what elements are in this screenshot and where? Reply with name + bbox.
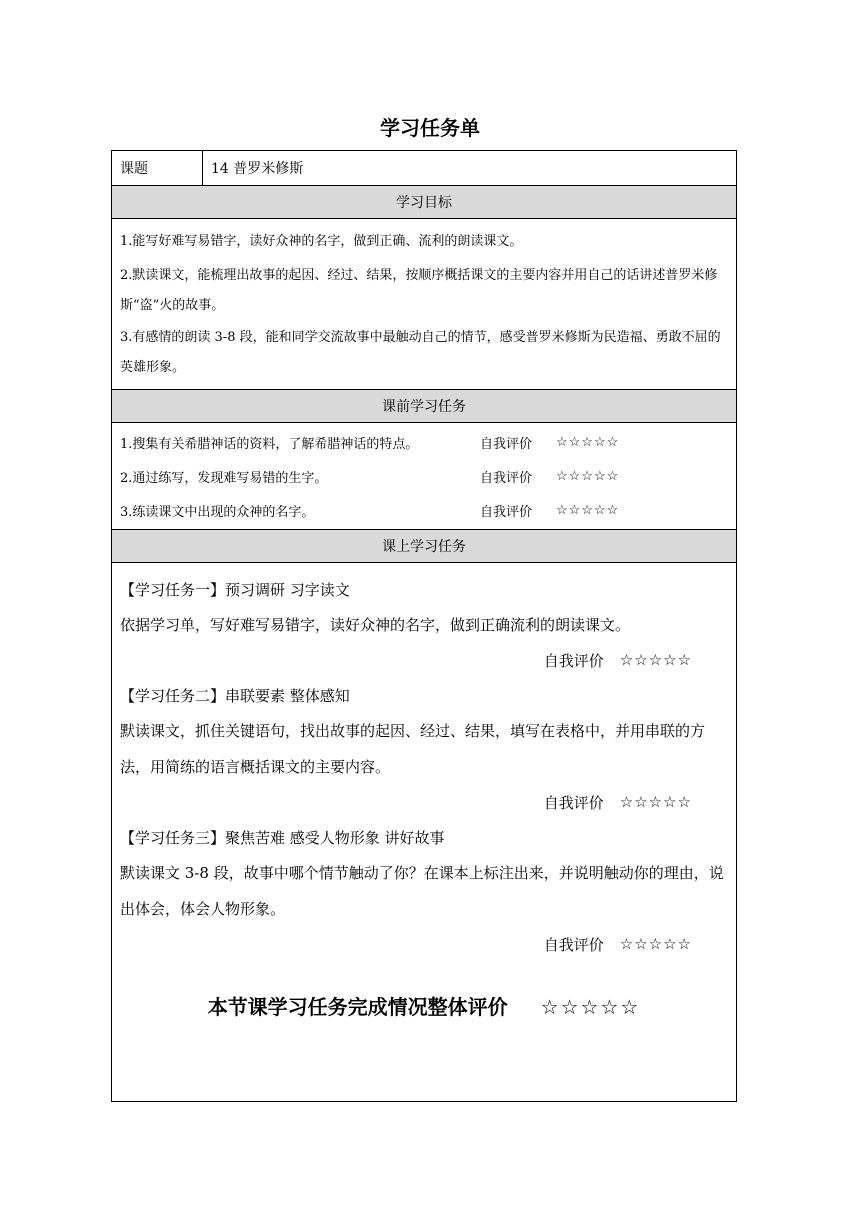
rating-stars[interactable]: ☆☆☆☆☆: [556, 502, 620, 518]
self-eval-label: 自我评价: [480, 436, 533, 452]
pre-task-text: 3.练读课文中出现的众神的名字。: [120, 504, 315, 520]
self-eval-label: 自我评价: [480, 470, 533, 486]
class-task-body: 默读课文，抓住关键语句，找出故事的起因、经过、结果，填写在表格中，并用串联的方法，用简练的语言概括课文的主要内容。: [120, 722, 706, 776]
self-eval-row: [120, 785, 728, 819]
self-eval-label: 自我评价: [543, 651, 604, 670]
goal-item: 3.有感情的朗读 3-8 段，能和同学交流故事中最触动自己的情节，感受普罗米修斯为民造福、勇敢不屈的英雄形象。: [120, 330, 721, 375]
class-task-title: 【学习任务三】聚焦苦难 感受人物形象 讲好故事: [120, 828, 445, 847]
goal-item: 2.默读课文，能梳理出故事的起因、经过、结果，按顺序概括课文的主要内容并用自己的话讲述普罗米修斯“盗”火的故事。: [120, 268, 718, 313]
self-eval-label: 自我评价: [480, 504, 533, 520]
class-tasks-section: [112, 563, 737, 1102]
overall-rating-stars[interactable]: ☆☆☆☆☆: [540, 995, 641, 1019]
pre-task-text: 1.搜集有关希腊神话的资料，了解希腊神话的特点。: [120, 436, 419, 452]
goal-item: 1.能写好难写易错字，读好众神的名字，做到正确、流利的朗读课文。: [120, 234, 523, 249]
pre-task-text: 2.通过练写，发现难写易错的生字。: [120, 470, 328, 486]
task-sheet-table: [111, 150, 737, 1102]
goals-header: 学习目标: [112, 186, 737, 219]
rating-stars[interactable]: ☆☆☆☆☆: [619, 935, 692, 953]
class-task-body: 依据学习单，写好难写易错字，读好众神的名字，做到正确流利的朗读课文。: [120, 616, 631, 634]
topic-label: 课题: [112, 151, 203, 186]
overall-evaluation: [120, 991, 728, 1091]
rating-stars[interactable]: ☆☆☆☆☆: [556, 468, 620, 484]
pre-tasks-section: [112, 423, 737, 530]
rating-stars[interactable]: ☆☆☆☆☆: [619, 651, 692, 669]
self-eval-row: [120, 643, 728, 677]
pre-task-row: [120, 425, 728, 459]
overall-eval-label: 本节课学习任务完成情况整体评价: [207, 995, 508, 1019]
self-eval-label: 自我评价: [543, 793, 604, 812]
goals-section: [112, 219, 737, 390]
pre-task-row: [120, 459, 728, 493]
rating-stars[interactable]: ☆☆☆☆☆: [619, 793, 692, 811]
pre-task-row: [120, 493, 728, 527]
class-task-title: 【学习任务二】串联要素 整体感知: [120, 686, 350, 705]
self-eval-label: 自我评价: [543, 935, 604, 954]
class-task-title: 【学习任务一】预习调研 习字读文: [120, 580, 350, 599]
class-task-body: 默读课文 3-8 段，故事中哪个情节触动了你？在课本上标注出来，并说明触动你的理由，说出体会，体会人物形象。: [120, 864, 724, 918]
self-eval-row: [120, 927, 728, 961]
pre-tasks-header: 课前学习任务: [112, 390, 737, 423]
rating-stars[interactable]: ☆☆☆☆☆: [556, 434, 620, 450]
topic-value: 14 普罗米修斯: [203, 151, 737, 186]
class-tasks-header: 课上学习任务: [112, 530, 737, 563]
page-title: 学习任务单: [380, 116, 480, 140]
